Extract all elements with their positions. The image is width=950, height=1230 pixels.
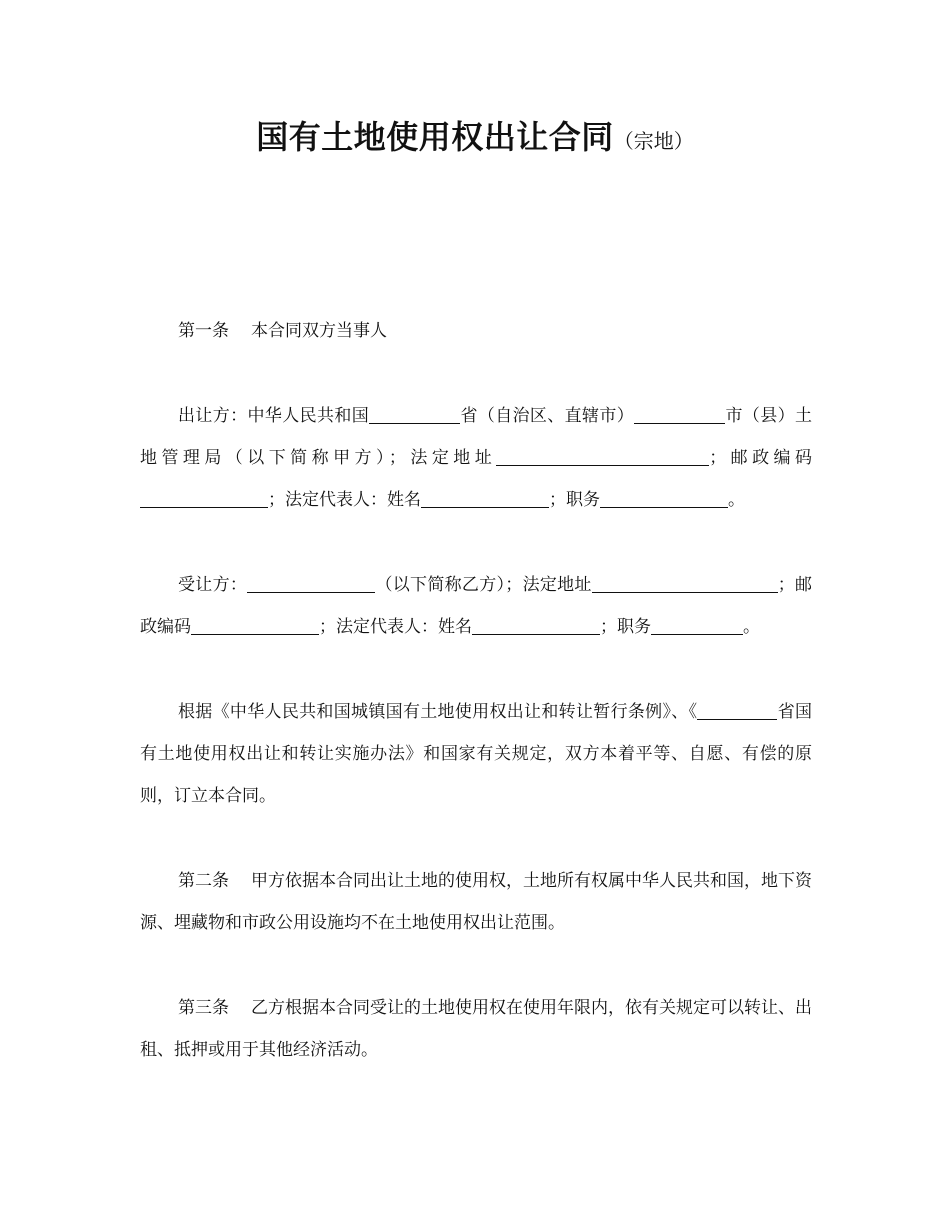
city-blank[interactable] bbox=[634, 406, 725, 424]
title-main: 国有土地使用权出让合同 bbox=[256, 118, 614, 156]
transferor-text-7: 。 bbox=[728, 490, 745, 510]
article-1-label: 第一条 bbox=[178, 321, 229, 341]
transferor-text-2: 省（自治区、直辖市） bbox=[460, 406, 635, 426]
transferor-label: 出让方：中华人民共和国 bbox=[178, 406, 370, 426]
province-blank[interactable] bbox=[369, 406, 460, 424]
article-2-label: 第二条 bbox=[178, 871, 229, 891]
transferor-text-5: ；法定代表人：姓名 bbox=[268, 490, 421, 510]
transferee-address-blank[interactable] bbox=[592, 575, 778, 593]
transferee-text-3: ；邮政编码 bbox=[140, 575, 813, 637]
article-1-text: 本合同双方当事人 bbox=[251, 321, 387, 341]
transferee-label: 受让方： bbox=[178, 575, 248, 595]
document-title bbox=[0, 112, 950, 158]
article-3-label: 第三条 bbox=[178, 998, 229, 1018]
transferee-text-6: 。 bbox=[743, 617, 760, 637]
transferee-text-4: ；法定代表人：姓名 bbox=[319, 617, 472, 637]
transferor-address-blank[interactable] bbox=[496, 448, 709, 466]
basis-text-1: 根据《中华人民共和国城镇国有土地使用权出让和转让暂行条例》、《 bbox=[178, 702, 698, 722]
transferee-text-2: （以下简称乙方）；法定地址 bbox=[375, 575, 592, 595]
article-3 bbox=[140, 987, 812, 1071]
article-3-text: 乙方根据本合同受让的土地使用权在使用年限内，依有关规定可以转让、出租、抵押或用于其他经济活动。 bbox=[140, 998, 812, 1060]
article-1 bbox=[140, 310, 812, 352]
transferor-text-3: 市（县）土地管理局（以下简称甲方）；法定地址 bbox=[140, 406, 813, 468]
legal-basis-paragraph bbox=[140, 691, 812, 817]
transferor-paragraph bbox=[140, 395, 812, 521]
transferor-position-blank[interactable] bbox=[600, 490, 728, 508]
title-subtitle: （宗地） bbox=[613, 129, 694, 153]
province-regulation-blank[interactable] bbox=[697, 702, 777, 720]
basis-text-2: 省国有土地使用权出让和转让实施办法》和国家有关规定，双方本着平等、自愿、有偿的原则，订立本合同。 bbox=[140, 702, 813, 806]
transferor-rep-name-blank[interactable] bbox=[421, 490, 549, 508]
transferee-paragraph bbox=[140, 564, 812, 648]
transferee-text-5: ；职务 bbox=[600, 617, 651, 637]
contract-body bbox=[140, 310, 812, 1114]
article-2 bbox=[140, 860, 812, 944]
transferee-postcode-blank[interactable] bbox=[191, 617, 319, 635]
transferor-text-4: ；邮政编码 bbox=[709, 448, 813, 468]
transferor-text-6: ；职务 bbox=[549, 490, 600, 510]
transferee-name-blank[interactable] bbox=[247, 575, 375, 593]
transferee-rep-name-blank[interactable] bbox=[472, 617, 600, 635]
article-2-text: 甲方依据本合同出让土地的使用权，土地所有权属中华人民共和国，地下资源、埋藏物和市政公用设施均不在土地使用权出让范围。 bbox=[140, 871, 812, 933]
transferee-position-blank[interactable] bbox=[651, 617, 743, 635]
transferor-postcode-blank[interactable] bbox=[140, 490, 268, 508]
